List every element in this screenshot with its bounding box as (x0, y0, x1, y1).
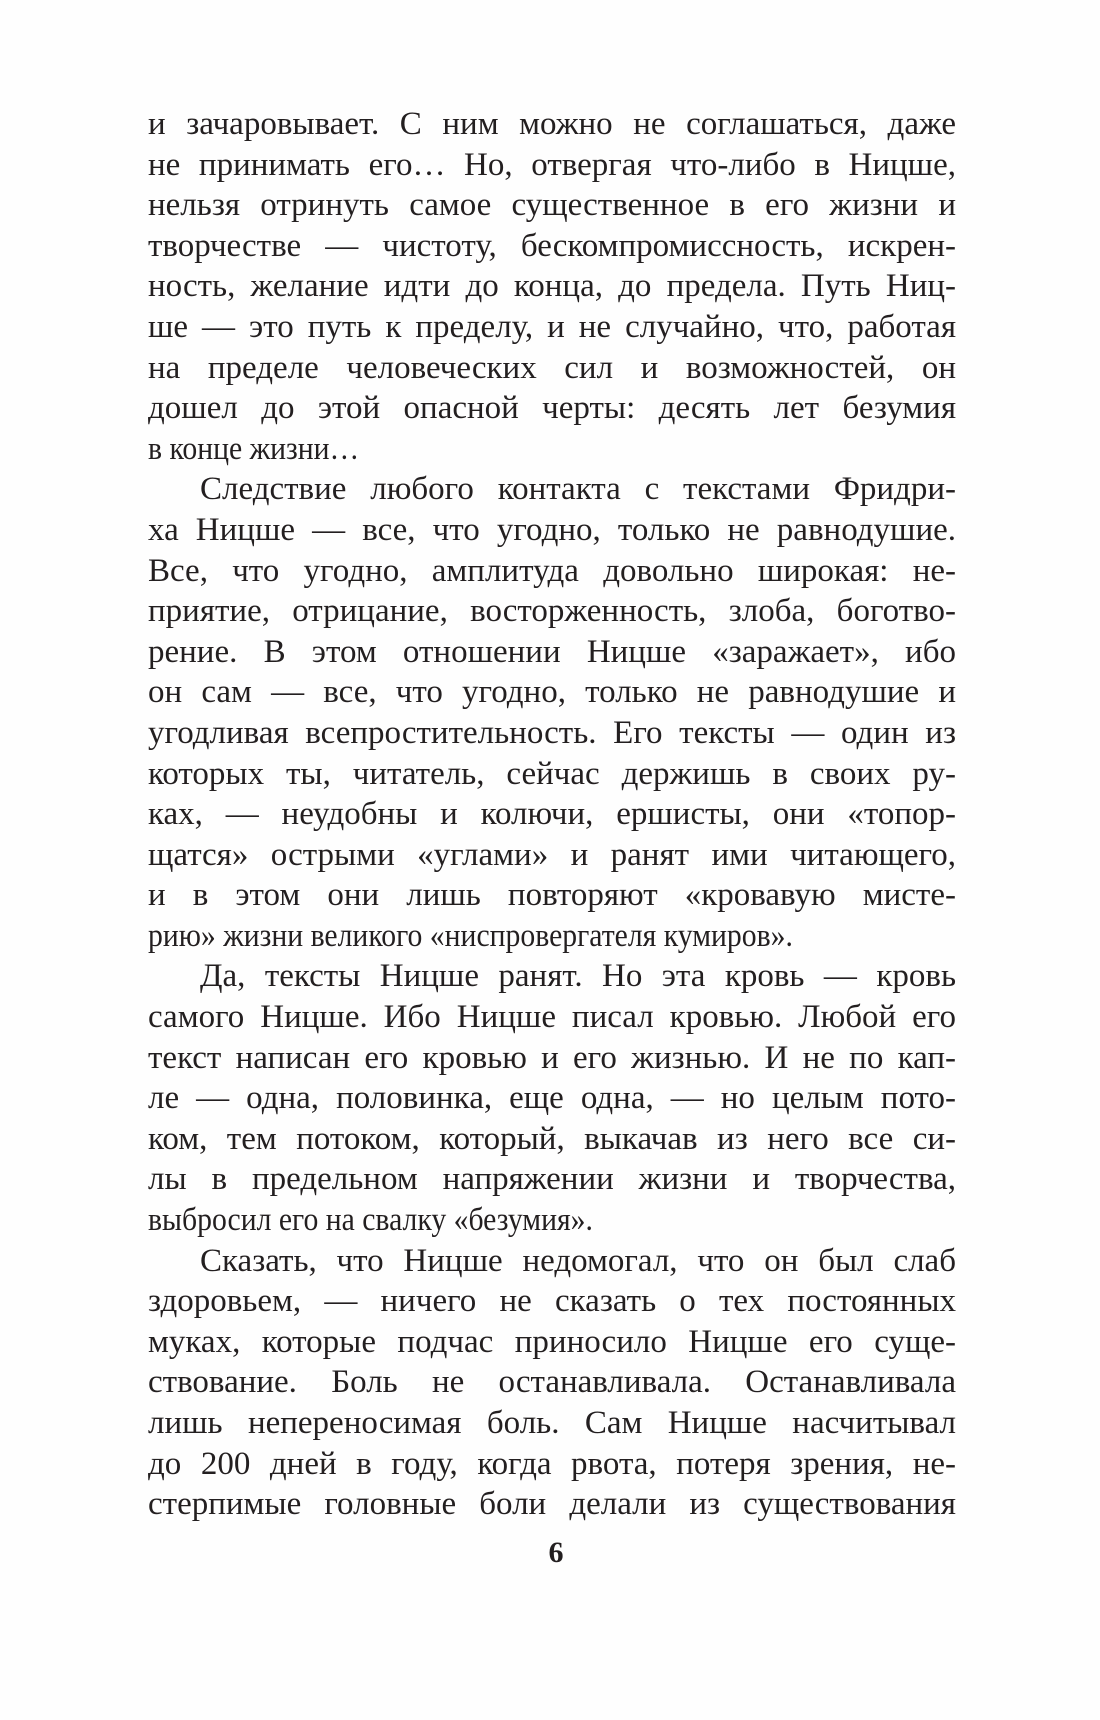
text-line: не принимать его… Но, отвергая что-либо в Ницше, (148, 146, 956, 183)
text-line: творчестве — чистоту, бескомпромиссность, искрен- (148, 227, 956, 264)
paragraph (148, 104, 956, 469)
text-line: и зачаровывает. С ним можно не соглашаться, даже (148, 106, 956, 142)
text-line: в конце жизни… (148, 430, 360, 467)
text-line: лишь непереносимая боль. Сам Ницше насчитывал (148, 1405, 956, 1441)
text-line: рию» жизни великого «ниспровергателя кумиров». (148, 917, 793, 954)
text-line: Сказать, что Ницше недомогал, что он был слаб (200, 1242, 956, 1279)
text-line: текст написан его кровью и его жизнью. И не по кап- (148, 1039, 956, 1076)
text-line: дошел до этой опасной черты: десять лет безумия (148, 390, 956, 427)
text-line: ше — это путь к пределу, и не случайно, что, работая (148, 308, 956, 345)
text-line: ле — одна, половинка, еще одна, — но целым пото- (148, 1080, 956, 1117)
text-line: стерпимые головные боли делали из существования (148, 1486, 956, 1523)
paragraph (148, 469, 956, 956)
text-line: самого Ницше. Ибо Ницше писал кровью. Любой его (148, 999, 956, 1036)
text-line: ком, тем потоком, который, выкачав из него все си- (148, 1120, 956, 1157)
text-line: угодливая всепростительность. Его тексты — один из (148, 714, 956, 751)
text-line: и в этом они лишь повторяют «кровавую мисте- (148, 877, 956, 914)
text-line: Следствие любого контакта с текстами Фридри- (200, 471, 956, 508)
text-line: муках, которые подчас приносило Ницше его суще- (148, 1323, 956, 1360)
text-line: здоровьем, — ничего не сказать о тех постоянных (148, 1283, 956, 1320)
text-line: нельзя отринуть самое существенное в его жизни и (148, 187, 956, 224)
text-line: которых ты, читатель, сейчас держишь в своих ру- (148, 755, 956, 792)
text-line: Да, тексты Ницше ранят. Но эта кровь — кровь (200, 958, 956, 995)
text-line: рение. В этом отношении Ницше «заражает», ибо (148, 633, 956, 670)
text-line: Все, что угодно, амплитуда довольно широкая: не- (148, 552, 956, 589)
text-line: ха Ницше — все, что угодно, только не равнодушие. (148, 511, 956, 548)
text-line: на пределе человеческих сил и возможностей, он (148, 349, 956, 386)
text-line: ность, желание идти до конца, до предела. Путь Ниц- (148, 268, 956, 305)
paragraph (148, 956, 956, 1240)
paragraph (148, 1241, 956, 1525)
text-line: он сам — все, что угодно, только не равнодушие и (148, 674, 956, 711)
text-line: лы в предельном напряжении жизни и творчества, (148, 1161, 956, 1198)
text-line: ствование. Боль не останавливала. Останавливала (148, 1364, 956, 1401)
text-line: выбросил его на свалку «безумия». (148, 1202, 593, 1239)
text-line: приятие, отрицание, восторженность, злоба, боготво- (148, 593, 956, 630)
text-line: до 200 дней в году, когда рвота, потеря зрения, не- (148, 1445, 956, 1482)
text-line: щатся» острыми «углами» и ранят ими читающего, (148, 836, 956, 873)
text-line: ках, — неудобны и колючи, ершисты, они «топор- (148, 796, 956, 833)
page-number: 6 (548, 1536, 564, 1569)
body-text (148, 104, 956, 1525)
